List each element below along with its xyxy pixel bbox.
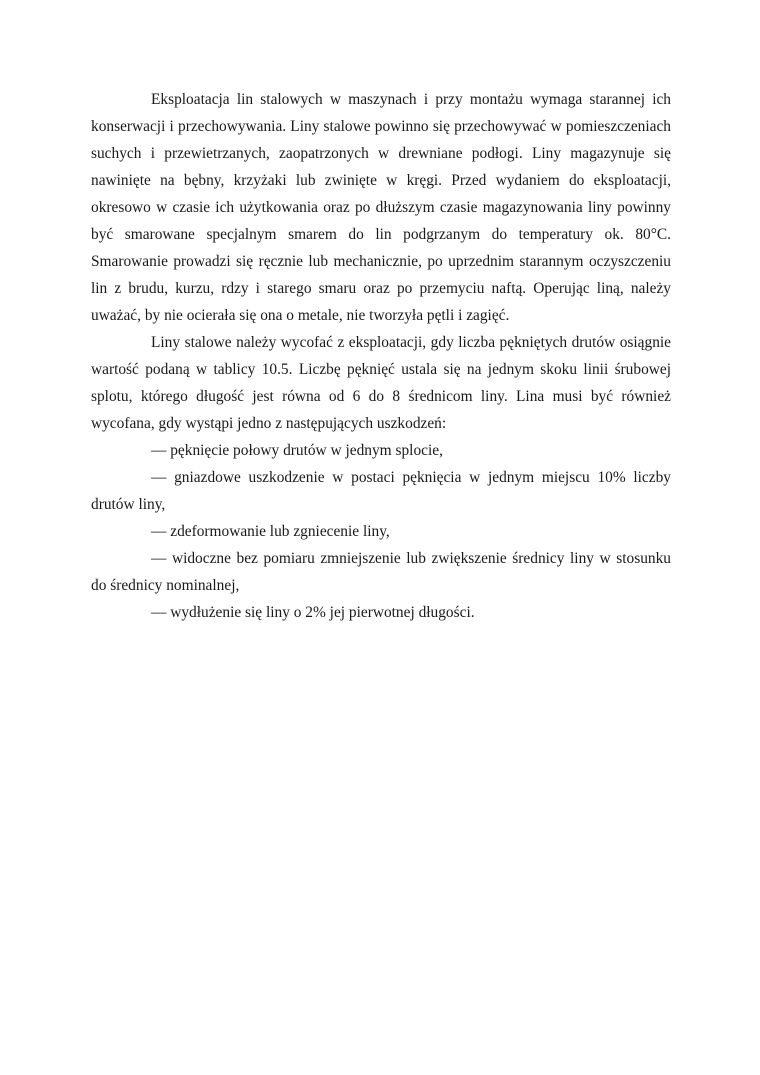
paragraph-rope-maintenance: Eksploatacja lin stalowych w maszynach i przy montażu wymaga starannej ich konserwacji i przechowywania. Liny stalowe powinno się przechowywać w pomieszczeniach suchych i przewietrzanych, zaopatrzonych w drewniane podłogi. Liny magazynuje się nawinięte na bębny, krzyżaki lub zwinięte w kręgi. Przed wydaniem do eksploatacji, okresowo w czasie ich użytkowania oraz po dłuższym czasie magazynowania liny powinny być smarowane specjalnym smarem do lin podgrzanym do temperatury ok. 80°C. Smarowanie prowadzi się ręcznie lub mechanicznie, po uprzednim starannym oczyszczeniu lin z brudu, kurzu, rdzy i starego smaru oraz po przemyciu naftą. Operując liną, należy uważać, by nie ocierała się ona o metale, nie tworzyła pętli i zagięć.	[91, 91, 671, 324]
paragraph-rope-withdrawal: Liny stalowe należy wycofać z eksploatacji, gdy liczba pękniętych drutów osiągnie wartość podaną w tablicy 10.5. Liczbę pęknięć ustala się na jednym skoku linii śrubowej splotu, którego długość jest równa od 6 do 8 średnicom liny. Lina musi być również wycofana, gdy wystąpi jedno z następujących uszkodzeń:	[91, 334, 671, 432]
list-item: — gniazdowe uszkodzenie w postaci pęknięcia w jednym miejscu 10% liczby drutów liny,	[91, 469, 671, 513]
document-body	[91, 86, 671, 626]
list-item: — widoczne bez pomiaru zmniejszenie lub zwiększenie średnicy liny w stosunku do średnicy nominalnej,	[91, 550, 671, 594]
list-item: — wydłużenie się liny o 2% jej pierwotnej długości.	[151, 604, 475, 621]
list-item: — pęknięcie połowy drutów w jednym splocie,	[151, 442, 443, 459]
list-item: — zdeformowanie lub zgniecenie liny,	[151, 523, 390, 540]
